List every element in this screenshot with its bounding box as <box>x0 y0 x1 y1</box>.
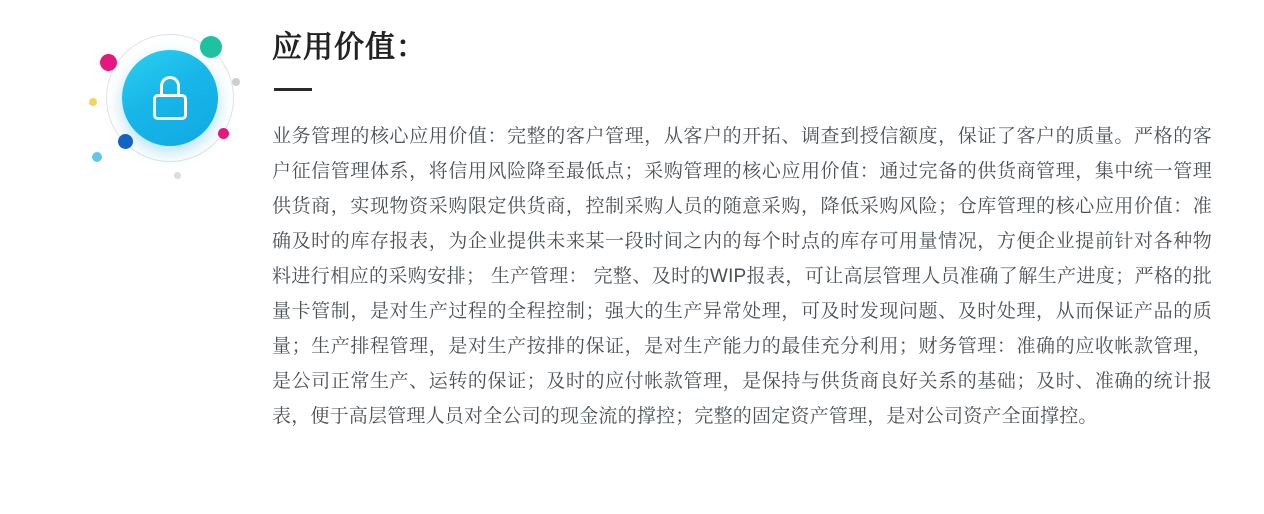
accent-dot-blue <box>118 134 133 149</box>
lock-graphic <box>78 12 258 192</box>
accent-dot-green <box>200 36 222 58</box>
accent-dot-pink <box>100 54 117 71</box>
icon-circle <box>122 50 218 146</box>
lock-shackle <box>160 76 180 96</box>
lock-body <box>153 94 187 120</box>
accent-dot-magenta <box>218 128 229 139</box>
content-column <box>272 30 1212 453</box>
accent-dot-lightgray <box>174 172 181 179</box>
accent-dot-lightblue <box>92 152 102 162</box>
accent-dot-yellow <box>89 98 97 106</box>
accent-dot-gray <box>232 78 240 86</box>
body-paragraph: 业务管理的核心应用价值：完整的客户管理，从客户的开拓、调查到授信额度，保证了客户的质量。严格的客户征信管理体系，将信用风险降至最低点；采购管理的核心应用价值：通过完备的供货商管理，集中统一管理供货商，实现物资采购限定供货商，控制采购人员的随意采购，降低采购风险；仓库管理的核心应用价值：准确及时的库存报表，为企业提供未来某一段时间之内的每个时点的库存可用量情况，方便企业提前针对各种物料进行相应的采购安排； 生产管理： 完整、及时的WIP报表，可让高层管理人员准确了解生产进度；严格的批量卡管制，是对生产过程的全程控制；强大的生产异常处理，可及时发现问题、及时处理，从而保证产品的质量；生产排程管理，是对生产按排的保证，是对生产能力的最佳充分利用；财务管理：准确的应收帐款管理，是公司正常生产、运转的保证；及时的应付帐款管理，是保持与供货商良好关系的基础；及时、准确的统计报表，便于高层管理人员对全公司的现金流的撑控；完整的固定资产管理，是对公司资产全面撑控。 <box>272 126 1212 427</box>
title-divider <box>274 88 312 91</box>
page-title: 应用价值： <box>272 31 427 64</box>
lock-icon <box>153 76 187 120</box>
